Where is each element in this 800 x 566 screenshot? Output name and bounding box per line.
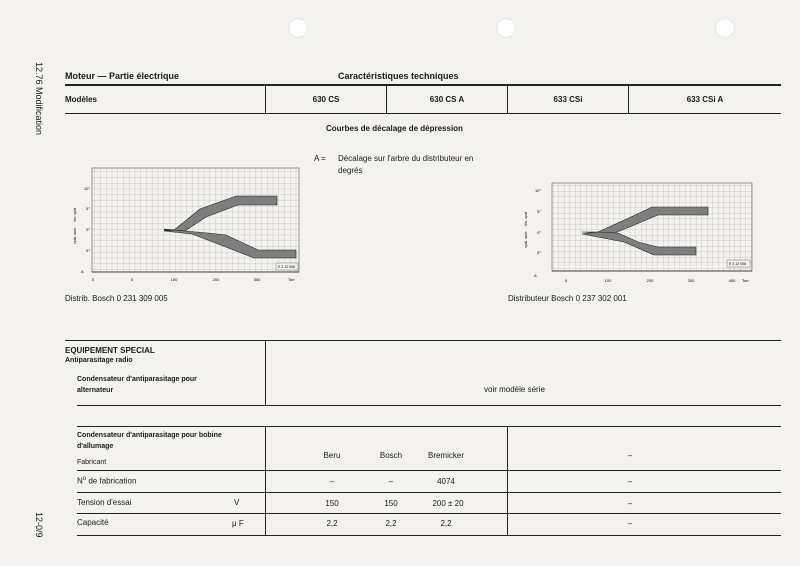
vacuum-advance-chart-1: [60, 160, 310, 288]
row-capacity-label: Capacité: [77, 518, 109, 527]
alternator-rule: [77, 405, 781, 406]
coil-label-line2: d'allumage: [77, 443, 114, 450]
legend-text-line1: Décalage sur l'arbre du distributeur en: [338, 154, 474, 163]
row-capacity-csi: –: [627, 519, 633, 528]
chart-2-xtick-400: 400: [728, 278, 736, 283]
chart-1-ytick-0: 0°: [86, 227, 90, 232]
page-title: Caractéristiques techniques: [338, 71, 459, 81]
chart-1-xtick-100: 100: [170, 277, 178, 282]
row-tension-unit: V: [234, 498, 240, 507]
manufacturer-bremicker: Bremicker: [427, 451, 464, 460]
manufacturer-beru: Beru: [323, 451, 341, 460]
fabrication-rule: [77, 492, 781, 493]
row-capacity-unit: μ F: [232, 519, 244, 528]
punch-hole-3: [715, 18, 735, 38]
chart-2-xtick-200: 200: [646, 278, 654, 283]
model-633csi: 633 CSi: [553, 95, 583, 104]
side-revision-note: 12.76 Modification: [34, 62, 44, 136]
model-630cs: 630 CS: [312, 95, 340, 104]
special-title: EQUIPEMENT SPECIAL: [65, 346, 155, 355]
coil-top-rule: [77, 426, 781, 427]
row-tension-beru: 150: [325, 499, 339, 508]
coil-label-line1: Condensateur d'antiparasitage pour bobine: [77, 432, 222, 439]
row-tension-label: Tension d'essai: [77, 498, 132, 507]
curves-title: Courbes de décalage de dépression: [326, 124, 463, 133]
chart-1-y-side-a: Vor- spät: [73, 207, 77, 222]
row-fabrication-bosch: –: [388, 477, 394, 486]
manufacturer-csi: –: [627, 451, 633, 460]
row-capacity-bosch: 2,2: [385, 519, 397, 528]
chart-2-x-unit: Torr: [742, 278, 749, 283]
row-fabrication-text: de fabrication: [88, 476, 137, 486]
special-divider: [265, 340, 266, 406]
special-top-rule: [65, 340, 781, 341]
capacity-rule: [77, 535, 781, 536]
models-label: Modèles: [65, 95, 98, 104]
chart-1-ytick-5: 5°: [86, 206, 90, 211]
chart-1-y-side-b: spät- nach: [73, 227, 77, 244]
manufacturer-label: Fabricant: [77, 459, 107, 466]
chart-1-stamp: E 3 12 006: [278, 265, 295, 269]
vacuum-advance-chart-2: [520, 180, 760, 288]
row-fabrication-bremicker: 4074: [437, 477, 455, 486]
chart-1-y-letter: A: [81, 269, 84, 274]
chart-2-stamp: E 3 12 006: [729, 262, 746, 266]
chart-2-caption: Distributeur Bosch 0 237 302 001: [508, 294, 627, 303]
row-tension-bremicker: 200 ± 20: [432, 499, 464, 508]
models-rule: [65, 113, 781, 114]
row-fabrication-csi: –: [627, 477, 633, 486]
chart-2-xtick-300: 300: [687, 278, 695, 283]
chart-1-x-unit: Torr: [288, 277, 295, 282]
manufacturer-bosch: Bosch: [379, 451, 403, 460]
side-page-number: 12-0/9: [34, 512, 44, 538]
legend-key: A =: [314, 154, 326, 163]
chart-2-xtick-100: 100: [604, 278, 612, 283]
punch-hole-2: [496, 18, 516, 38]
row-capacity-bremicker: 2,2: [440, 519, 452, 528]
chart-2-ytick-minus5: 5°: [537, 250, 541, 255]
chart-1-xtick-200: 200: [212, 277, 220, 282]
chart-1-caption: Distrib. Bosch 0 231 309 005: [65, 294, 168, 303]
section-title: Moteur — Partie électrique: [65, 71, 180, 81]
chart-2-y-side-b: spät- nach: [524, 231, 528, 248]
alternator-label-line1: Condensateur d'antiparasitage pour: [77, 376, 197, 383]
legend-text-line2: degrés: [338, 166, 363, 175]
model-630csa: 630 CS A: [429, 95, 465, 104]
chart-2-ytick-10: 10°: [534, 188, 541, 193]
row-fabrication-label: $N^o$ de fabrication: [77, 476, 137, 486]
special-subtitle: Antiparasitage radio: [65, 357, 133, 364]
chart-2-ytick-0: 0°: [537, 230, 541, 235]
chart-1-ytick-10: 10°: [83, 186, 90, 191]
chart-1-xtick-0a: 0: [91, 277, 95, 282]
model-633csia: 633 CSi A: [686, 95, 724, 104]
row-tension-csi: –: [627, 499, 633, 508]
chart-2-ytick-5: 5°: [537, 209, 541, 214]
row-capacity-beru: 2,2: [326, 519, 338, 528]
chart-2-xtick-0: 0: [564, 278, 568, 283]
row-fabrication-beru: –: [329, 477, 335, 486]
row-tension-bosch: 150: [384, 499, 398, 508]
tension-rule: [77, 513, 781, 514]
header-rule: [65, 84, 781, 86]
chart-1-xtick-300: 300: [253, 277, 261, 282]
punch-hole-1: [288, 18, 308, 38]
alternator-label-line2: alternateur: [77, 387, 114, 394]
chart-2-y-letter: A: [534, 273, 537, 278]
chart-1-xtick-0b: 0: [130, 277, 134, 282]
coil-divider-1: [265, 426, 266, 536]
alternator-value: voir modèle série: [484, 385, 545, 394]
manufacturer-rule: [77, 470, 781, 471]
coil-divider-2: [507, 426, 508, 536]
chart-1-ytick-minus5: 5°: [86, 248, 90, 253]
chart-2-y-side-a: Vor- spät: [524, 211, 528, 226]
